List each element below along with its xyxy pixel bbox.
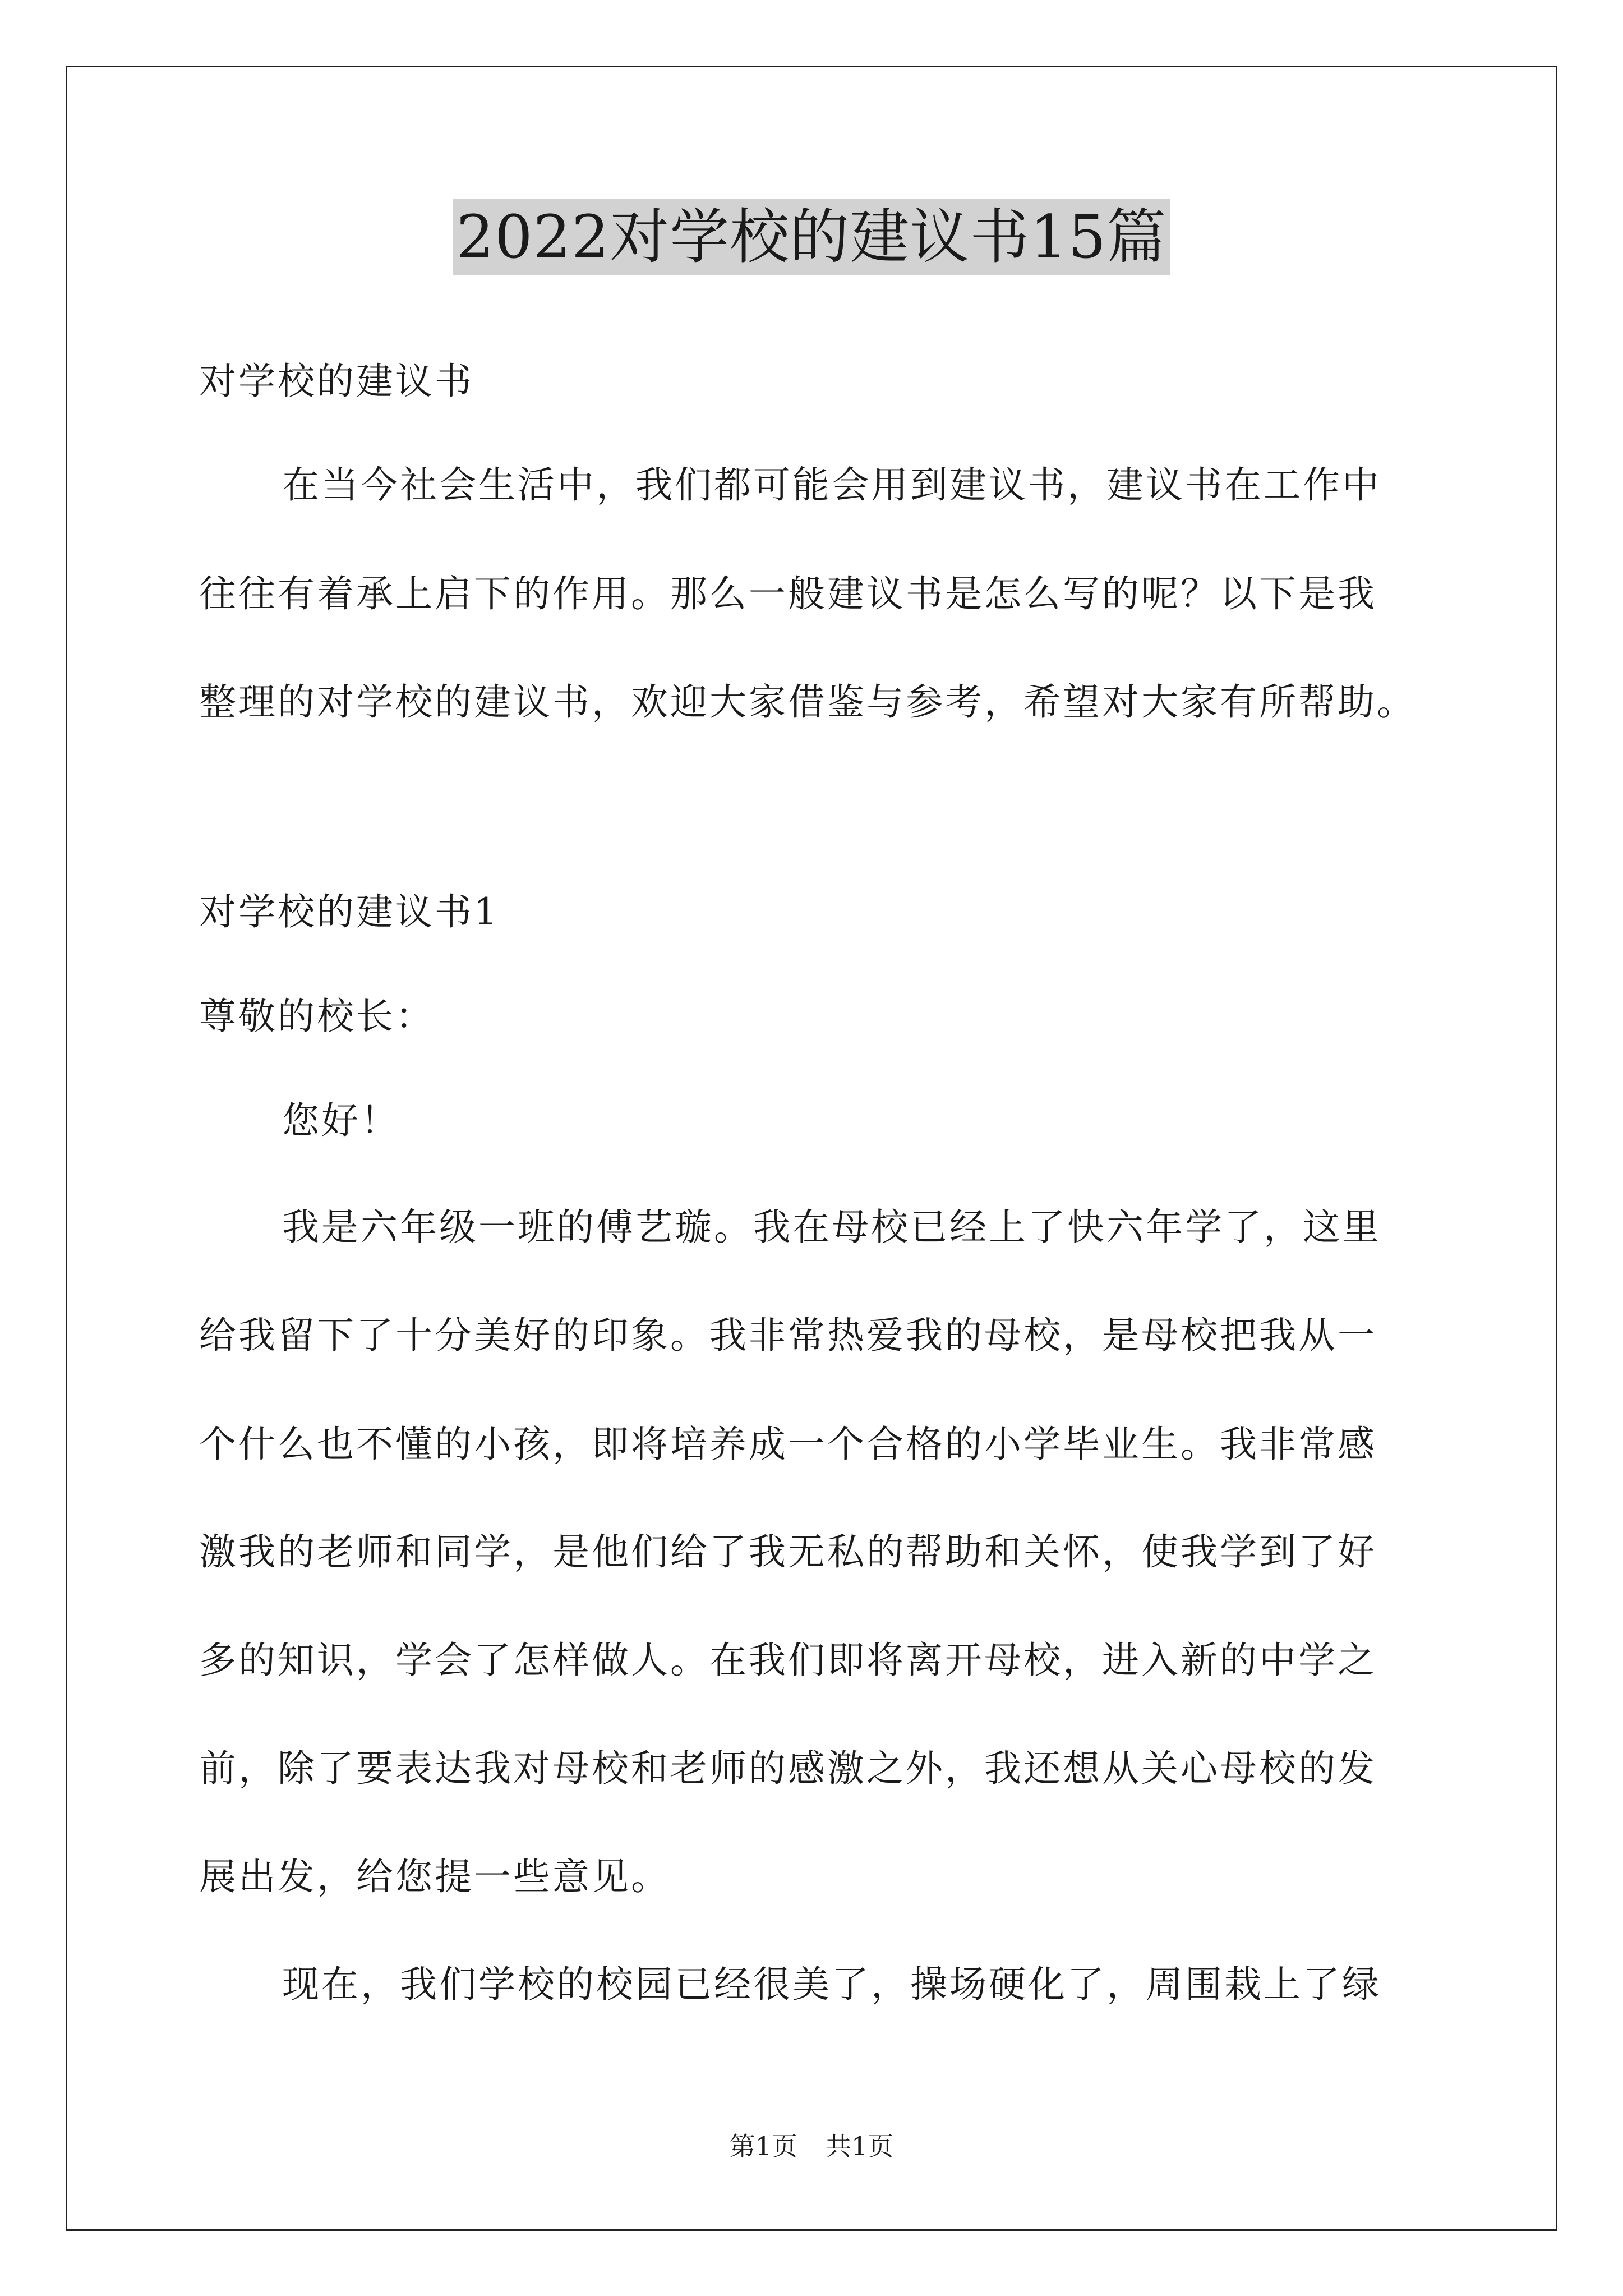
salutation: 尊敬的校长： — [199, 995, 435, 1038]
intro-heading: 对学校的建议书 — [199, 360, 474, 403]
page-number: 第1页 — [729, 2131, 797, 2161]
paragraph1-line-2: 给我留下了十分美好的印象。我非常热爱我的母校，是母校把我从一 — [199, 1314, 1377, 1357]
intro-line-3: 整理的对学校的建议书，欢迎大家借鉴与参考，希望对大家有所帮助。 — [199, 680, 1416, 724]
paragraph1-line-6: 前，除了要表达我对母校和老师的感激之外，我还想从关心母校的发 — [199, 1747, 1377, 1790]
page-total: 共1页 — [826, 2131, 894, 2161]
intro-line-1: 在当今社会生活中，我们都可能会用到建议书，建议书在工作中 — [282, 463, 1381, 507]
intro-line-2: 往往有着承上启下的作用。那么一般建议书是怎么写的呢？以下是我 — [199, 572, 1377, 615]
title-wrap — [0, 199, 1623, 275]
paragraph2-line-1: 现在，我们学校的校园已经很美了，操场硬化了，周围栽上了绿 — [282, 1963, 1381, 2006]
section-heading: 对学校的建议书1 — [199, 890, 500, 933]
document-title: 2022对学校的建议书15篇 — [453, 199, 1170, 275]
paragraph1-line-5: 多的知识，学会了怎样做人。在我们即将离开母校，进入新的中学之 — [199, 1639, 1377, 1682]
paragraph1-line-4: 激我的老师和同学，是他们给了我无私的帮助和关怀，使我学到了好 — [199, 1530, 1377, 1573]
paragraph1-line-3: 个什么也不懂的小孩，即将培养成一个合格的小学毕业生。我非常感 — [199, 1423, 1377, 1466]
paragraph1-line-1: 我是六年级一班的傅艺璇。我在母校已经上了快六年学了，这里 — [282, 1205, 1381, 1249]
greeting: 您好！ — [282, 1099, 400, 1142]
page-footer — [0, 2129, 1623, 2163]
paragraph1-line-7: 展出发，给您提一些意见。 — [199, 1855, 670, 1898]
